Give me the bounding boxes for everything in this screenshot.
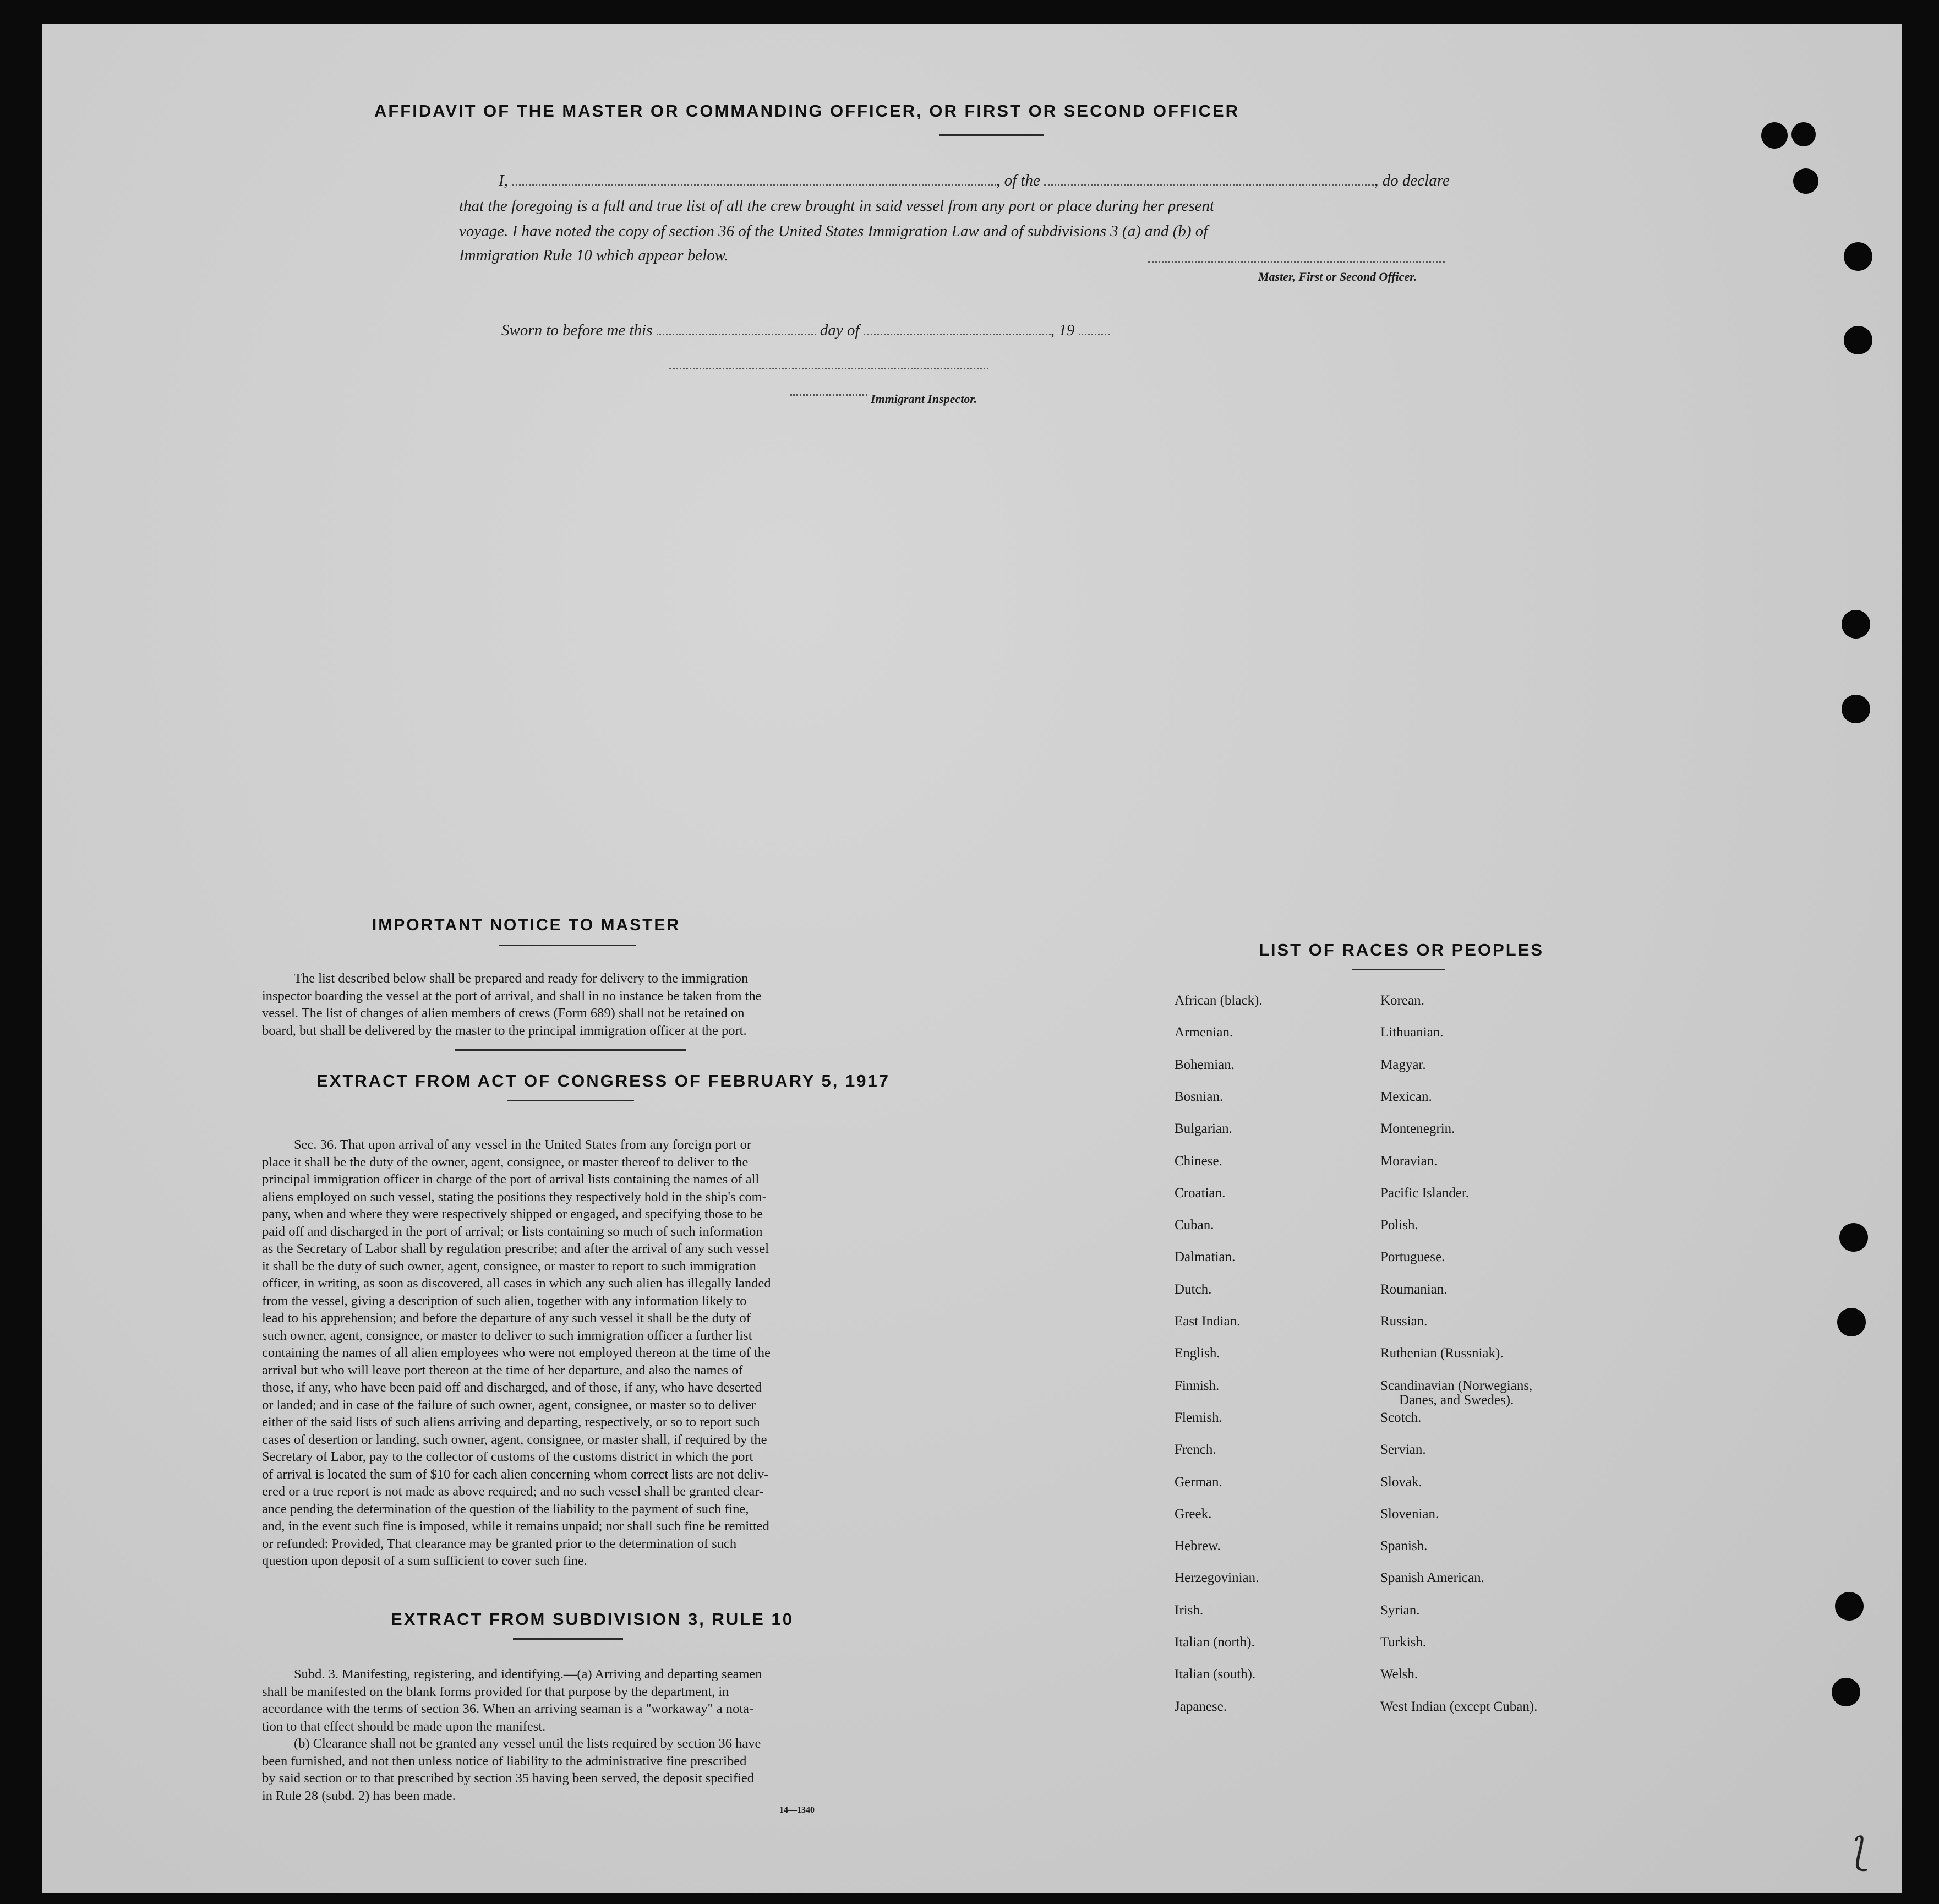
race-item: Moravian. [1380,1153,1438,1169]
paragraph-line: arrival but who will leave port thereon at the time of her departure, and also the names of [262,1362,743,1378]
extract-act-body [262,1136,928,1570]
notice-line: inspector boarding the vessel at the port of arrival, and shall in no instance be taken from the [262,988,762,1003]
race-item: Finnish. [1175,1378,1220,1393]
notice-divider [455,1049,686,1051]
race-item: Armenian. [1175,1025,1233,1040]
race-item: Japanese. [1175,1699,1227,1714]
affidavit-of-the: , of the [996,172,1040,189]
race-item: Italian (north). [1175,1635,1255,1650]
signature-label: Master, First or Second Officer. [1258,270,1417,283]
race-item: Greek. [1175,1506,1212,1521]
paragraph-line: from the vessel, giving a description of such alien, together with any information likely to [262,1293,747,1308]
race-item: Cuban. [1175,1218,1214,1233]
paragraph-line: Sec. 36. That upon arrival of any vessel in the United States from any foreign port or [294,1137,751,1152]
race-item: German. [1175,1474,1222,1490]
title-rule [939,134,1044,136]
affidavit-declare: , do declare [1374,172,1450,189]
race-item: French. [1175,1442,1216,1458]
race-item: Dutch. [1175,1281,1212,1297]
extract-act-rule [507,1100,634,1101]
race-item: Irish. [1175,1602,1204,1618]
race-item: Chinese. [1175,1153,1222,1169]
handwritten-mark: ⟅ [1847,1830,1874,1876]
vessel-blank[interactable] [1044,184,1374,186]
race-item: Servian. [1380,1442,1426,1458]
sworn-day-of: day of [820,321,860,339]
race-item: Bulgarian. [1175,1121,1232,1137]
race-item: Danes, and Swedes). [1399,1392,1514,1407]
races-rule [1352,969,1445,970]
binder-hole [1839,1223,1868,1252]
race-item: Hebrew. [1175,1539,1221,1554]
race-item: Magyar. [1380,1057,1426,1072]
race-item: Portuguese. [1380,1250,1445,1265]
affidavit-i: I, [499,172,508,189]
notice-title: IMPORTANT NOTICE TO MASTER [372,916,681,934]
paragraph-line: (b) Clearance shall not be granted any vessel until the lists required by section 36 have [294,1736,761,1751]
paragraph-line: or refunded: Provided, That clearance may be granted prior to the determination of such [262,1536,737,1551]
paragraph-line: pany, when and where they were respectively shipped or engaged, and specifying those to be [262,1207,763,1221]
race-item: Bohemian. [1175,1057,1235,1072]
paragraph-line: those, if any, who have been paid off and discharged, and of those, if any, who have deserted [262,1380,762,1395]
binder-hole [1844,242,1872,271]
race-item: Korean. [1380,993,1424,1008]
race-item: East Indian. [1175,1314,1241,1329]
race-item: English. [1175,1346,1220,1361]
paragraph-line: Subd. 3. Manifesting, registering, and identifying.—(a) Arriving and departing seamen [294,1667,762,1682]
race-item: Spanish American. [1380,1570,1484,1586]
race-item: African (black). [1175,993,1263,1008]
inspector-label: Immigrant Inspector. [871,392,977,406]
paragraph-line: such owner, agent, consignee, or master to deliver to such immigration officer a further list [262,1328,752,1343]
affidavit-line4: Immigration Rule 10 which appear below. [459,247,729,264]
race-item: Flemish. [1175,1410,1222,1425]
paragraph-line: or landed; and in case of the failure of such owner, agent, consignee, or master so to deliver [262,1397,756,1412]
race-item: Mexican. [1380,1089,1432,1104]
paragraph-line: containing the names of all alien employees who were not employed thereon at the time of the [262,1345,771,1360]
race-item: Syrian. [1380,1602,1420,1618]
race-item: Lithuanian. [1380,1025,1444,1040]
binder-hole [1835,1592,1864,1621]
race-item: Spanish. [1380,1539,1428,1554]
affidavit-line1 [499,172,1544,190]
binder-hole [1832,1678,1860,1706]
affidavit-title: AFFIDAVIT OF THE MASTER OR COMMANDING OFFICER, OR FIRST OR SECOND OFFICER [374,101,1240,121]
inspector-lead-dots [790,394,867,396]
document-page [42,24,1902,1893]
inspector-signature-blank[interactable] [669,368,988,369]
paragraph-line: ance pending the determination of the question of the liability to the payment of such fine, [262,1501,749,1516]
notice-body [262,970,928,1039]
paragraph-line: of arrival is located the sum of $10 for each alien concerning whom correct lists are not deliv- [262,1466,769,1482]
notice-rule [499,945,636,946]
race-item: Bosnian. [1175,1089,1224,1104]
paragraph-line: it shall be the duty of such owner, agent, consignee, or master to report to such immigration [262,1258,756,1274]
paragraph-line: by said section or to that prescribed by section 35 having been served, the deposit specified [262,1771,754,1786]
sworn-year: , 19 [1050,321,1075,339]
paragraph-line: lead to his apprehension; and before the departure of any such vessel it shall be the duty of [262,1311,751,1325]
paragraph-line: question upon deposit of a sum sufficient to cover such fine. [262,1553,587,1568]
month-blank[interactable] [864,334,1051,335]
signature-blank[interactable] [1148,261,1445,263]
notice-line: board, but shall be delivered by the master to the principal immigration officer at the port. [262,1023,747,1038]
sworn-prefix: Sworn to before me this [501,321,653,339]
paragraph-line: paid off and discharged in the port of arrival; or lists containing so much of such information [262,1224,763,1239]
notice-line: The list described below shall be prepared and ready for delivery to the immigration [294,971,749,986]
race-item: Italian (south). [1175,1667,1256,1682]
paragraph-line: tion to that effect should be made upon the manifest. [262,1718,546,1734]
extract-act-title: EXTRACT FROM ACT OF CONGRESS OF FEBRUARY 5, 1917 [316,1071,890,1090]
races-title: LIST OF RACES OR PEOPLES [1258,940,1544,959]
paragraph-line: as the Secretary of Labor shall by regulation prescribe; and after the arrival of any such vessel [262,1241,769,1256]
year-blank[interactable] [1079,334,1110,335]
race-item: Welsh. [1380,1667,1418,1682]
binder-hole [1791,122,1816,146]
race-item: Scandinavian (Norwegians, [1380,1378,1533,1393]
binder-hole [1761,122,1788,149]
race-item: Dalmatian. [1175,1250,1236,1265]
race-item: Roumanian. [1380,1281,1448,1297]
race-item: Ruthenian (Russniak). [1380,1346,1504,1361]
paragraph-line: ered or a true report is not made as above required; and no such vessel shall be granted clear- [262,1484,764,1499]
affidavit-line3: voyage. I have noted the copy of section 36 of the United States Immigration Law and of subdivisions 3 (a) and (b) of [459,222,1208,240]
paragraph-line: place it shall be the duty of the owner, agent, consignee, or master thereof to deliver to the [262,1154,749,1170]
paragraph-line: either of the said lists of such aliens arriving and departing, respectively, or so to report such [262,1415,760,1430]
binder-hole [1842,610,1870,639]
race-item: Russian. [1380,1314,1428,1329]
form-number: 14—1340 [779,1805,815,1815]
paragraph-line: principal immigration officer in charge of the port of arrival lists containing the names of all [262,1172,760,1187]
paragraph-line: in Rule 28 (subd. 2) has been made. [262,1788,456,1803]
race-item: Herzegovinian. [1175,1570,1259,1586]
binder-hole [1844,326,1872,354]
race-item: Slovenian. [1380,1506,1439,1521]
binder-hole [1842,695,1870,723]
name-blank[interactable] [512,184,996,186]
paragraph-line: Secretary of Labor, pay to the collector of customs of the customs district in which the port [262,1449,753,1464]
race-item: West Indian (except Cuban). [1380,1699,1538,1714]
race-item: Slovak. [1380,1474,1422,1490]
paragraph-line: cases of desertion or landing, such owner, agent, consignee, or master shall, if required by the [262,1432,767,1447]
race-item: Polish. [1380,1218,1418,1233]
affidavit-line2: that the foregoing is a full and true list of all the crew brought in said vessel from any port or place during her present [459,197,1215,215]
paragraph-line: been furnished, and not then unless notice of liability to the administrative fine prescribed [262,1753,747,1769]
paragraph-line: and, in the event such fine is imposed, while it remains unpaid; nor shall such fine be remitted [262,1519,769,1534]
day-blank[interactable] [657,334,816,335]
binder-hole [1837,1308,1866,1336]
extract-rule-title: EXTRACT FROM SUBDIVISION 3, RULE 10 [391,1610,794,1629]
race-item: Montenegrin. [1380,1121,1455,1137]
paragraph-line: accordance with the terms of section 36. When an arriving seaman is a "workaway" a nota- [262,1701,754,1716]
paragraph-line: shall be manifested on the blank forms provided for that purpose by the department, in [262,1684,729,1699]
race-item: Scotch. [1380,1410,1422,1425]
notice-line: vessel. The list of changes of alien members of crews (Form 689) shall not be retained on [262,1006,745,1021]
paragraph-line: officer, in writing, as soon as discovered, all cases in which any such alien has illegally landed [262,1276,771,1291]
sworn-line [501,321,1110,340]
race-item: Pacific Islander. [1380,1185,1470,1201]
race-item: Croatian. [1175,1185,1226,1201]
paragraph-line: aliens employed on such vessel, stating the positions they respectively hold in the ship's com- [262,1189,767,1204]
extract-rule-rule [513,1638,623,1640]
binder-hole [1793,168,1818,194]
race-item: Turkish. [1380,1635,1427,1650]
extract-rule-body [262,1666,928,1804]
